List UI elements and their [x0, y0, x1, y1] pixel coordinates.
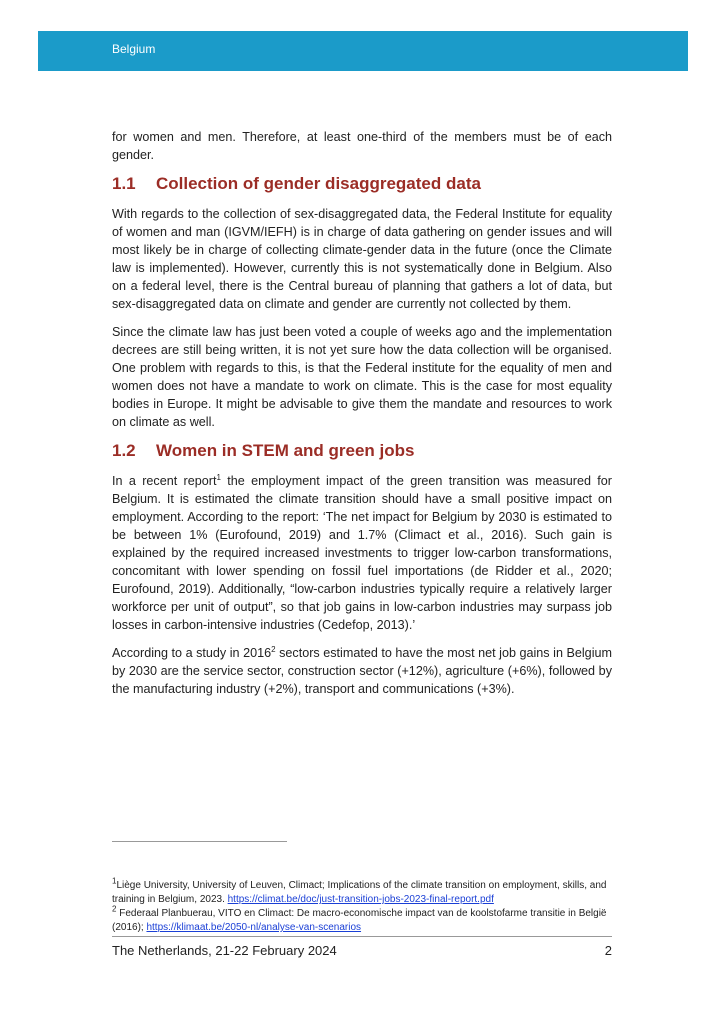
paragraph [112, 644, 612, 698]
header-label: Belgium [112, 42, 156, 56]
paragraph-text: the employment impact of the green transition was measured for Belgium. It is estimated the climate transition should have a small positive impact on employment. According to the report: ‘The net impact for Belgium by 2030 is estimated to be between 1% (Eurofound, 2019) and 1.7% (Climact et al., 2016). Such gain is explained by the required increased investments to trigger low-carbon transformations, concomitant with lower spending on fossil fuel importations (de Ridder et al., 2020; Eurofound, 2019). Additionally, “low-carbon industries typically require a relatively larger workforce per unit of output”, so that job gains in low-carbon industries may surpass job losses in carbon-intensive industries (Cedefop, 2013).’ [112, 474, 612, 632]
footnote-ref-1[interactable]: 1 [216, 472, 221, 482]
section-title: Women in STEM and green jobs [156, 441, 415, 460]
section-title: Collection of gender disaggregated data [156, 174, 481, 193]
paragraph: With regards to the collection of sex-disaggregated data, the Federal Institute for equality of women and man (IGVM/IEFH) is in charge of data gathering on gender issues and will most likely be in charge of collecting climate-gender data in the future (once the Climate law is implemented). However, currently this is not systematically done in Belgium. Also on a federal level, there is the Central bureau of planning that gathers a lot of data, but sex-disaggregated data on climate and gender are currently not collected by them. [112, 207, 612, 311]
footer-location-date: The Netherlands, 21-22 February 2024 [112, 943, 337, 958]
section-number: 1.1 [112, 174, 136, 193]
header-band [38, 31, 688, 71]
paragraph-text: In a recent report [112, 474, 217, 488]
footnote-mark: 2 [112, 904, 117, 914]
paragraph [112, 472, 612, 634]
footnote-divider [112, 841, 287, 842]
footnote-1 [112, 876, 612, 907]
intro-paragraph: for women and men. Therefore, at least one-third of the members must be of each gender. [112, 130, 612, 162]
section-heading-1-1 [112, 174, 612, 194]
page-number: 2 [604, 943, 612, 958]
footnote-mark: 1 [112, 876, 117, 886]
section-heading-1-2 [112, 441, 612, 461]
footnote-text: Liège University, University of Leuven, Climact; Implications of the climate transition on employment, skills, and training in Belgium, 2023. [112, 880, 607, 905]
footnote-1-link[interactable]: https://climat.be/doc/just-transition-jobs-2023-final-report.pdf [227, 894, 494, 905]
footnotes [112, 876, 612, 935]
paragraph: Since the climate law has just been voted a couple of weeks ago and the implementation decrees are still being written, it is not yet sure how the data collection will be organised. One problem with regards to this, is that the Federal institute for the equality of men and women does not have a mandate to work on climate. This is the case for most equality bodies in Europe. It might be advisable to give them the mandate and resources to work on climate as well. [112, 325, 612, 429]
footer-divider [112, 936, 612, 937]
paragraph-text: sectors estimated to have the most net job gains in Belgium by 2030 are the service sector, construction sector (+12%), agriculture (+6%), followed by the manufacturing industry (+2%), transport and communications (+3%). [112, 646, 612, 696]
main-content [112, 128, 612, 708]
footnote-2 [112, 904, 612, 935]
section-number: 1.2 [112, 441, 136, 460]
footnote-ref-2[interactable]: 2 [271, 644, 276, 654]
footnote-2-link[interactable]: https://klimaat.be/2050-nl/analyse-van-scenarios [146, 922, 362, 933]
paragraph-text: According to a study in 2016 [112, 646, 272, 660]
footnote-text: Federaal Planbuerau, VITO en Climact: De macro-economische impact van de koolstofarme transitie in België (2016); [112, 908, 607, 933]
